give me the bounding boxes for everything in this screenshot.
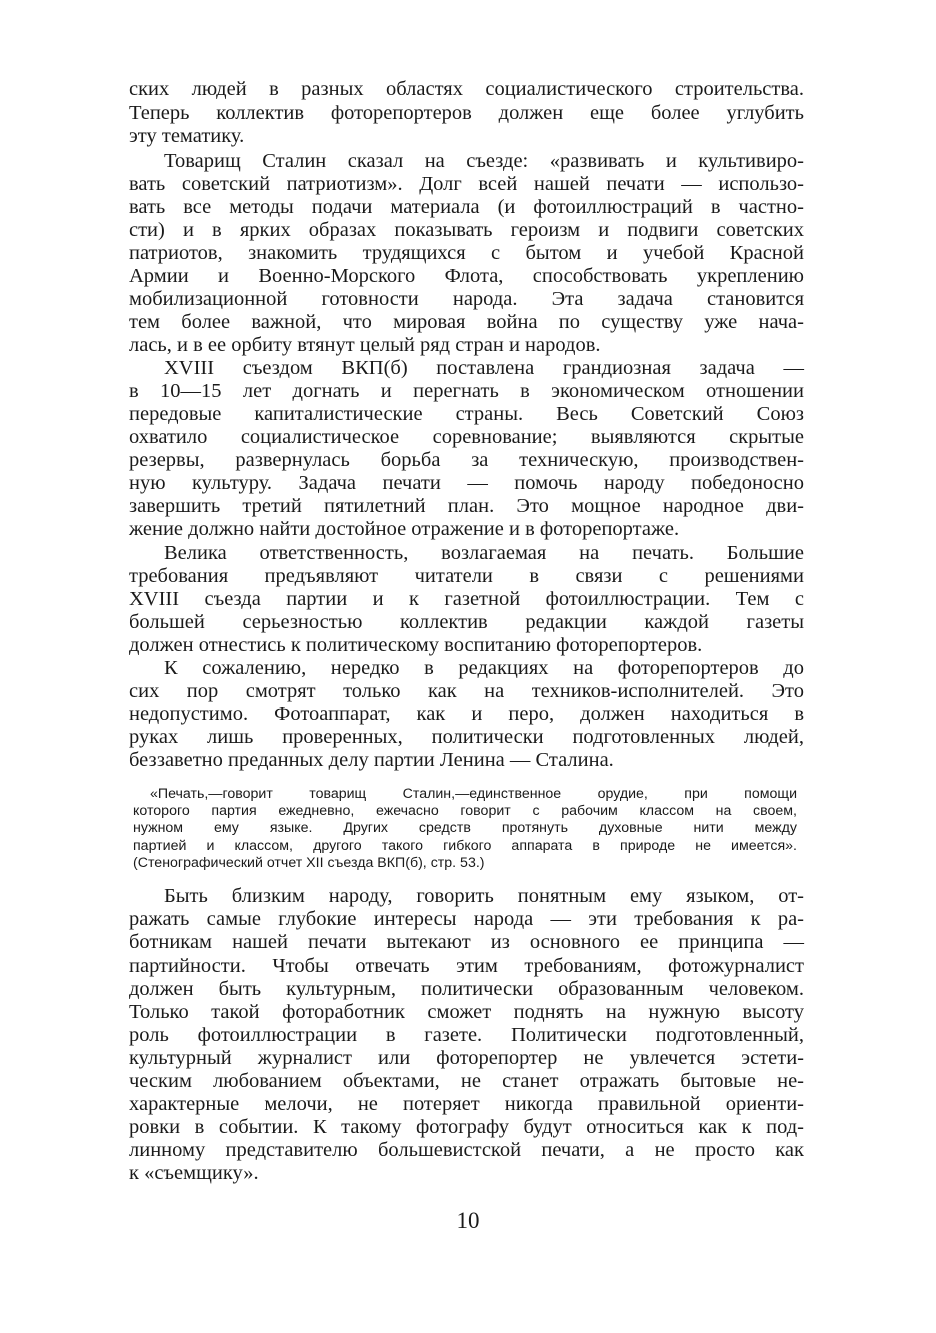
text-line: эту тематику. (129, 125, 245, 147)
quote-line: партией и классом, другого такого гибкого аппарата в природе не имеется». (133, 838, 797, 854)
text-line: К сожалению, нередко в редакциях на фоторепортеров до (164, 657, 804, 679)
text-line: вать советский патриотизм». Долг всей нашей печати — использо- (129, 173, 804, 195)
text-line: Быть близким народу, говорить понятным ему языком, от- (164, 885, 804, 907)
text-line: беззаветно преданных делу партии Ленина — Сталина. (129, 749, 614, 771)
text-line: XVIII съезда партии и к газетной фотоиллюстрации. Тем с (129, 588, 804, 610)
text-line: ражать самые глубокие интересы народа — эти требования к ра- (129, 908, 804, 930)
text-line: тем более важной, что мировая война по существу уже нача- (129, 311, 804, 333)
text-line: ровки в событии. К такому фотографу будут относиться как к под- (129, 1116, 804, 1138)
text-line: должен отнестись к политическому воспитанию фоторепортеров. (129, 634, 703, 656)
text-line: XVIII съездом ВКП(б) поставлена грандиозная задача — (164, 357, 804, 379)
text-line: ческим любованием объектами, не станет отражать бытовые не- (129, 1070, 804, 1092)
text-line: требования предъявляют читатели в связи с решениями (129, 565, 804, 587)
text-line: культурный журналист или фоторепортер не увлечется эстети- (129, 1047, 804, 1069)
text-line: линному представителю большевистской печати, а не просто как (129, 1139, 804, 1161)
text-line: сти) и в ярких образах показывать героизм и подвиги советских (129, 219, 804, 241)
text-line: роль фотоиллюстрации в газете. Политически подготовленный, (129, 1024, 804, 1046)
text-line: охватило социалистическое соревнование; выявляются скрытые (129, 426, 804, 448)
text-line: ских людей в разных областях социалистического строительства. (129, 78, 804, 100)
text-line: характерные мелочи, не потеряет никогда правильной ориенти- (129, 1093, 804, 1115)
text-line: Теперь коллектив фоторепортеров должен еще более углубить (129, 102, 804, 124)
text-line: Товарищ Сталин сказал на съезде: «развивать и культивиро- (164, 150, 804, 172)
text-line: вать все методы подачи материала (и фотоиллюстраций в частно- (129, 196, 804, 218)
text-line: Велика ответственность, возлагаемая на печать. Большие (164, 542, 804, 564)
text-line: к «съемщику». (129, 1162, 259, 1184)
text-line: резервы, развернулась борьба за техническую, производствен- (129, 449, 804, 471)
text-line: жение должно найти достойное отражение и в фоторепортаже. (129, 518, 680, 540)
text-line: в 10—15 лет догнать и перегнать в экономическом отношении (129, 380, 804, 402)
text-line: мобилизационной готовности народа. Эта задача становится (129, 288, 804, 310)
text-line: партийности. Чтобы отвечать этим требованиям, фотожурналист (129, 955, 804, 977)
text-line: Армии и Военно-Морского Флота, способствовать укреплению (129, 265, 804, 287)
quote-line: нужном ему языке. Других средств протянуть духовные нити между (133, 820, 797, 836)
text-line: большей серьезностью коллектив редакции каждой газеты (129, 611, 804, 633)
text-line: лась, и в ее орбиту втянут целый ряд стран и народов. (129, 334, 601, 356)
text-line: недопустимо. Фотоаппарат, как и перо, должен находиться в (129, 703, 804, 725)
text-line: передовые капиталистические страны. Весь Советский Союз (129, 403, 804, 425)
text-line: должен быть культурным, политически образованным человеком. (129, 978, 804, 1000)
page-number: 10 (456, 1208, 480, 1233)
text-line: сих пор смотрят только как на техников-исполнителей. Это (129, 680, 804, 702)
text-line: ную культуру. Задача печати — помочь народу победоносно (129, 472, 804, 494)
quote-line: «Печать,—говорит товарищ Сталин,—единственное орудие, при помощи (150, 786, 797, 802)
text-line: Только такой фотоработник сможет поднять на нужную высоту (129, 1001, 804, 1023)
text-line: руках лишь проверенных, политически подготовленных людей, (129, 726, 804, 748)
quote-line: которого партия ежедневно, ежечасно говорит с рабочим классом на своем, (133, 803, 797, 819)
text-line: ботникам нашей печати вытекают из основного ее принципа — (129, 931, 804, 953)
text-line: патриотов, знакомить трудящихся с бытом и учебой Красной (129, 242, 804, 264)
text-line: завершить третий пятилетний план. Это мощное народное дви- (129, 495, 804, 517)
quote-citation: (Стенографический отчет XII съезда ВКП(б), стр. 53.) (133, 855, 485, 871)
